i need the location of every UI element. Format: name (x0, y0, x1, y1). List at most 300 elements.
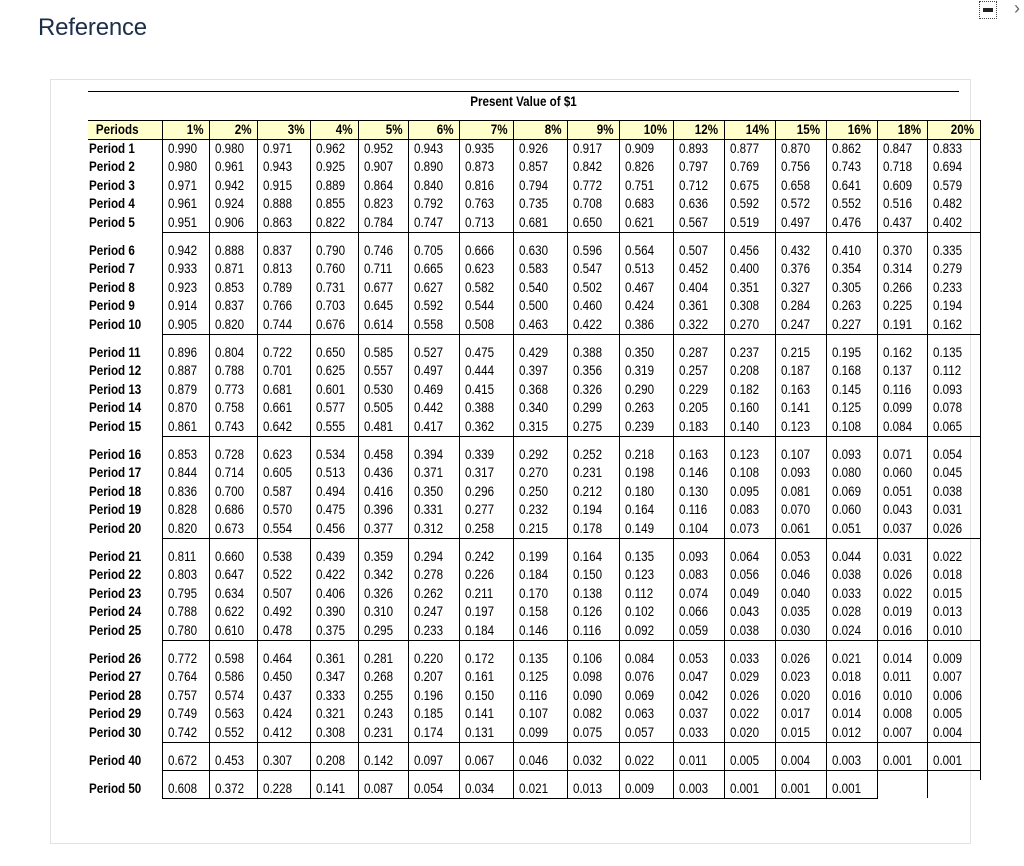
pv-cell: 0.125 (513, 668, 567, 687)
pv-cell: 0.436 (358, 464, 408, 483)
pv-cell: 0.065 (927, 418, 980, 437)
period-label: Period 28 (89, 687, 142, 703)
pv-cell: 0.032 (567, 752, 619, 771)
pv-cell: 0.001 (927, 752, 980, 771)
pv-cell: 0.803 (162, 566, 209, 585)
pv-cell: 0.130 (673, 483, 724, 502)
pv-cell: 0.194 (567, 501, 619, 520)
pv-cell: 0.390 (310, 603, 358, 622)
pv-cell: 0.813 (257, 260, 310, 279)
pv-cell: 0.075 (567, 724, 619, 743)
pv-cell: 0.844 (162, 464, 209, 483)
pv-cell: 0.572 (775, 195, 826, 214)
pv-cell: 0.926 (513, 140, 567, 159)
pv-cell: 0.896 (162, 344, 209, 363)
pv-cell: 0.108 (826, 418, 877, 437)
pv-cell: 0.475 (310, 501, 358, 520)
pv-cell: 0.641 (826, 177, 877, 196)
rate-column-header: 4% (310, 121, 358, 140)
pv-cell: 0.026 (927, 520, 980, 539)
minus-icon (983, 8, 993, 12)
pv-cell: 0.001 (877, 752, 927, 771)
pv-cell: 0.388 (567, 344, 619, 363)
pv-cell: 0.609 (877, 177, 927, 196)
table-row (88, 668, 980, 687)
pv-cell: 0.354 (826, 260, 877, 279)
rate-column-header: 5% (358, 121, 408, 140)
pv-cell: 0.326 (358, 585, 408, 604)
pv-cell: 0.049 (724, 585, 775, 604)
pv-cell: 0.287 (673, 344, 724, 363)
pv-cell: 0.051 (826, 520, 877, 539)
pv-cell: 0.683 (619, 195, 673, 214)
pv-cell: 0.233 (927, 279, 980, 298)
pv-cell: 0.362 (459, 418, 513, 437)
group-spacer (88, 538, 980, 548)
pv-cell: 0.160 (724, 399, 775, 418)
pv-cell: 0.024 (826, 622, 877, 641)
pv-cell: 0.743 (209, 418, 257, 437)
pv-cell: 0.370 (877, 242, 927, 261)
pv-cell: 0.351 (724, 279, 775, 298)
pv-cell: 0.820 (162, 520, 209, 539)
pv-cell: 0.402 (927, 214, 980, 233)
pv-cell: 0.422 (310, 566, 358, 585)
pv-cell: 0.278 (408, 566, 459, 585)
pv-cell: 0.361 (673, 297, 724, 316)
pv-cell: 0.180 (619, 483, 673, 502)
pv-cell: 0.792 (408, 195, 459, 214)
table-row (88, 585, 980, 604)
pv-cell: 0.742 (162, 724, 209, 743)
pv-cell: 0.312 (408, 520, 459, 539)
pv-cell: 0.476 (826, 214, 877, 233)
pv-cell: 0.084 (619, 650, 673, 669)
pv-cell: 0.182 (724, 381, 775, 400)
pv-cell: 0.185 (408, 705, 459, 724)
rate-column-header: 3% (257, 121, 310, 140)
pv-cell: 0.071 (877, 446, 927, 465)
pv-cell: 0.051 (877, 483, 927, 502)
pv-cell: 0.023 (775, 668, 826, 687)
pv-cell: 0.069 (826, 483, 877, 502)
table-row (88, 446, 980, 465)
pv-cell: 0.711 (358, 260, 408, 279)
pv-cell: 0.417 (408, 418, 459, 437)
pv-cell: 0.158 (513, 603, 567, 622)
pv-cell: 0.757 (162, 687, 209, 706)
pv-cell: 0.676 (310, 316, 358, 335)
pv-cell: 0.018 (927, 566, 980, 585)
pv-cell: 0.675 (724, 177, 775, 196)
pv-cell: 0.463 (513, 316, 567, 335)
pv-cell: 0.321 (310, 705, 358, 724)
table-header-row (88, 121, 980, 140)
pv-cell: 0.034 (459, 780, 513, 799)
pv-cell: 0.003 (826, 752, 877, 771)
pv-cell: 0.558 (408, 316, 459, 335)
pv-cell: 0.917 (567, 140, 619, 159)
pv-cell: 0.862 (826, 140, 877, 159)
period-label: Period 15 (89, 418, 142, 434)
pv-cell: 0.890 (408, 158, 459, 177)
table-row (88, 214, 980, 233)
pv-cell: 0.277 (459, 501, 513, 520)
pv-cell: 0.758 (209, 399, 257, 418)
pv-cell: 0.497 (775, 214, 826, 233)
pv-cell: 0.116 (513, 687, 567, 706)
table-row (88, 705, 980, 724)
pv-cell: 0.038 (927, 483, 980, 502)
period-label: Period 13 (89, 381, 142, 397)
pv-cell: 0.279 (927, 260, 980, 279)
pv-cell: 0.820 (209, 316, 257, 335)
pv-cell: 0.650 (310, 344, 358, 363)
pv-cell: 0.099 (877, 399, 927, 418)
pv-cell: 0.469 (408, 381, 459, 400)
pv-cell: 0.350 (408, 483, 459, 502)
pv-cell: 0.015 (927, 585, 980, 604)
pv-cell (927, 780, 980, 799)
pv-cell: 0.579 (927, 177, 980, 196)
pv-cell: 0.522 (257, 566, 310, 585)
pv-cell: 0.505 (358, 399, 408, 418)
pv-cell: 0.394 (408, 446, 459, 465)
pv-cell: 0.146 (673, 464, 724, 483)
table-row (88, 195, 980, 214)
pv-cell: 0.229 (673, 381, 724, 400)
pv-cell: 0.007 (927, 668, 980, 687)
pv-cell: 0.772 (162, 650, 209, 669)
pv-cell: 0.453 (209, 752, 257, 771)
pv-cell: 0.923 (162, 279, 209, 298)
pv-cell: 0.247 (408, 603, 459, 622)
pv-cell: 0.315 (513, 418, 567, 437)
pv-cell: 0.415 (459, 381, 513, 400)
period-label: Period 9 (89, 298, 135, 314)
rate-column-header: 7% (459, 121, 513, 140)
pv-cell: 0.909 (619, 140, 673, 159)
pv-cell: 0.478 (257, 622, 310, 641)
pv-cell: 0.013 (927, 603, 980, 622)
pv-cell: 0.135 (927, 344, 980, 363)
pv-cell: 0.660 (209, 548, 257, 567)
pv-cell: 0.239 (619, 418, 673, 437)
pv-cell: 0.943 (408, 140, 459, 159)
pv-cell: 0.350 (619, 344, 673, 363)
pv-cell: 0.645 (358, 297, 408, 316)
pv-cell: 0.516 (877, 195, 927, 214)
pv-cell: 0.797 (673, 158, 724, 177)
pv-cell: 0.621 (619, 214, 673, 233)
pv-cell: 0.319 (619, 362, 673, 381)
pv-cell: 0.460 (567, 297, 619, 316)
table-row (88, 464, 980, 483)
pv-cell: 0.035 (775, 603, 826, 622)
pv-cell: 0.705 (408, 242, 459, 261)
pv-cell: 0.141 (459, 705, 513, 724)
pv-cell: 0.614 (358, 316, 408, 335)
pv-cell: 0.587 (257, 483, 310, 502)
pv-cell: 0.467 (619, 279, 673, 298)
pv-cell: 0.375 (310, 622, 358, 641)
pv-cell: 0.773 (209, 381, 257, 400)
pv-cell: 0.066 (673, 603, 724, 622)
rate-column-header: 16% (826, 121, 877, 140)
pv-cell: 0.116 (567, 622, 619, 641)
pv-cell: 0.751 (619, 177, 673, 196)
table-row (88, 418, 980, 437)
pv-cell: 0.634 (209, 585, 257, 604)
pv-cell: 0.005 (927, 705, 980, 724)
pv-cell: 0.422 (567, 316, 619, 335)
pv-cell: 0.243 (358, 705, 408, 724)
pv-cell: 0.060 (877, 464, 927, 483)
pv-cell: 0.574 (209, 687, 257, 706)
pv-cell: 0.187 (775, 362, 826, 381)
pv-cell: 0.718 (877, 158, 927, 177)
pv-cell: 0.059 (673, 622, 724, 641)
pv-cell: 0.150 (459, 687, 513, 706)
pv-cell: 0.310 (358, 603, 408, 622)
pv-cell: 0.141 (310, 780, 358, 799)
pv-cell: 0.326 (567, 381, 619, 400)
table-row (88, 501, 980, 520)
pv-cell: 0.082 (567, 705, 619, 724)
pv-cell: 0.577 (310, 399, 358, 418)
pv-cell: 0.555 (310, 418, 358, 437)
rate-column-header: 15% (775, 121, 826, 140)
period-label: Period 5 (89, 214, 135, 230)
pv-cell: 0.333 (310, 687, 358, 706)
pv-cell: 0.149 (619, 520, 673, 539)
pv-cell: 0.437 (877, 214, 927, 233)
pv-cell: 0.889 (310, 177, 358, 196)
pv-cell: 0.104 (673, 520, 724, 539)
table-row (88, 520, 980, 539)
pv-cell: 0.064 (724, 548, 775, 567)
pv-cell: 0.980 (162, 158, 209, 177)
pv-cell: 0.135 (513, 650, 567, 669)
pv-cell: 0.494 (310, 483, 358, 502)
pv-cell: 0.836 (162, 483, 209, 502)
pv-cell: 0.123 (775, 418, 826, 437)
pv-cell: 0.335 (927, 242, 980, 261)
period-label: Period 24 (89, 604, 142, 620)
pv-cell: 0.763 (459, 195, 513, 214)
pv-cell: 0.437 (257, 687, 310, 706)
table-row (88, 687, 980, 706)
pv-cell: 0.888 (209, 242, 257, 261)
pv-cell: 0.681 (513, 214, 567, 233)
pv-cell: 0.744 (257, 316, 310, 335)
pv-cell: 0.870 (162, 399, 209, 418)
period-label: Period 16 (89, 446, 142, 462)
pv-cell: 0.439 (310, 548, 358, 567)
pv-cell: 0.608 (162, 780, 209, 799)
minimize-button[interactable] (979, 1, 997, 19)
pv-cell: 0.270 (724, 316, 775, 335)
pv-cell: 0.056 (724, 566, 775, 585)
pv-cell: 0.093 (673, 548, 724, 567)
pv-cell: 0.218 (619, 446, 673, 465)
pv-cell: 0.043 (877, 501, 927, 520)
pv-cell: 0.642 (257, 418, 310, 437)
pv-cell: 0.887 (162, 362, 209, 381)
pv-cell: 0.404 (673, 279, 724, 298)
pv-cell: 0.322 (673, 316, 724, 335)
pv-cell: 0.980 (209, 140, 257, 159)
pv-cell: 0.795 (162, 585, 209, 604)
table-caption: Present Value of $1 (470, 94, 577, 109)
pv-cell: 0.161 (459, 668, 513, 687)
pv-cell: 0.009 (619, 780, 673, 799)
pv-cell: 0.855 (310, 195, 358, 214)
pv-cell: 0.623 (257, 446, 310, 465)
pv-cell: 0.106 (567, 650, 619, 669)
pv-cell: 0.339 (459, 446, 513, 465)
pv-cell: 0.416 (358, 483, 408, 502)
period-label: Period 25 (89, 622, 142, 638)
pv-cell: 0.935 (459, 140, 513, 159)
pv-cell: 0.295 (358, 622, 408, 641)
pv-cell: 0.042 (673, 687, 724, 706)
pv-cell: 0.544 (459, 297, 513, 316)
pv-cell: 0.208 (310, 752, 358, 771)
pv-cell: 0.769 (724, 158, 775, 177)
table-row (88, 158, 980, 177)
period-label: Period 14 (89, 400, 142, 416)
pv-cell: 0.586 (209, 668, 257, 687)
pv-cell: 0.123 (724, 446, 775, 465)
period-label: Period 4 (89, 196, 135, 212)
period-label: Period 27 (89, 669, 142, 685)
period-label: Period 2 (89, 159, 135, 175)
pv-cell: 0.788 (162, 603, 209, 622)
pv-cell: 0.942 (209, 177, 257, 196)
pv-cell: 0.873 (459, 158, 513, 177)
table-row (88, 279, 980, 298)
pv-cell: 0.661 (257, 399, 310, 418)
pv-cell: 0.703 (310, 297, 358, 316)
rate-column-header: 8% (513, 121, 567, 140)
pv-cell: 0.263 (826, 297, 877, 316)
pv-cell: 0.108 (724, 464, 775, 483)
pv-cell: 0.424 (257, 705, 310, 724)
rate-column-header: 14% (724, 121, 775, 140)
period-label: Period 6 (89, 242, 135, 258)
pv-cell: 0.294 (408, 548, 459, 567)
period-label: Period 21 (89, 548, 142, 564)
pv-cell: 0.184 (459, 622, 513, 641)
rate-column-header: 10% (619, 121, 673, 140)
pv-cell: 0.592 (724, 195, 775, 214)
pv-cell: 0.163 (673, 446, 724, 465)
pv-cell: 0.095 (724, 483, 775, 502)
pv-cell: 0.870 (775, 140, 826, 159)
pv-cell: 0.026 (877, 566, 927, 585)
pv-cell: 0.033 (826, 585, 877, 604)
pv-cell: 0.046 (513, 752, 567, 771)
pv-cell: 0.268 (358, 668, 408, 687)
pv-cell: 0.060 (826, 501, 877, 520)
pv-cell: 0.623 (459, 260, 513, 279)
pv-cell: 0.424 (619, 297, 673, 316)
pv-cell: 0.252 (567, 446, 619, 465)
pv-cell: 0.397 (513, 362, 567, 381)
pv-cell: 0.284 (775, 297, 826, 316)
pv-cell: 0.714 (209, 464, 257, 483)
pv-cell: 0.263 (619, 399, 673, 418)
table-row (88, 140, 980, 159)
pv-cell: 0.924 (209, 195, 257, 214)
pv-cell: 0.314 (877, 260, 927, 279)
pv-cell: 0.029 (724, 668, 775, 687)
pv-cell: 0.250 (513, 483, 567, 502)
rate-column-header: 12% (673, 121, 724, 140)
pv-cell: 0.747 (408, 214, 459, 233)
pv-cell: 0.184 (513, 566, 567, 585)
pv-cell: 0.070 (775, 501, 826, 520)
pv-cell: 0.074 (673, 585, 724, 604)
pv-cell: 0.081 (775, 483, 826, 502)
pv-cell: 0.658 (775, 177, 826, 196)
pv-cell: 0.971 (257, 140, 310, 159)
pv-cell: 0.951 (162, 214, 209, 233)
table-row (88, 316, 980, 335)
pv-cell: 0.305 (826, 279, 877, 298)
pv-cell: 0.001 (826, 780, 877, 799)
period-label: Period 50 (89, 780, 142, 796)
table-row (88, 622, 980, 641)
pv-cell: 0.713 (459, 214, 513, 233)
pv-cell: 0.172 (459, 650, 513, 669)
pv-cell: 0.026 (775, 650, 826, 669)
period-label: Period 17 (89, 465, 142, 481)
table-row (88, 780, 980, 799)
pv-cell: 0.376 (775, 260, 826, 279)
pv-cell: 0.010 (877, 687, 927, 706)
pv-cell: 0.780 (162, 622, 209, 641)
pv-cell: 0.627 (408, 279, 459, 298)
pv-cell: 0.673 (209, 520, 257, 539)
pv-cell: 0.857 (513, 158, 567, 177)
pv-cell: 0.915 (257, 177, 310, 196)
chevron-right-icon[interactable]: › (1014, 0, 1020, 18)
pv-cell: 0.879 (162, 381, 209, 400)
pv-cell: 0.183 (673, 418, 724, 437)
period-label: Period 40 (89, 752, 142, 768)
pv-cell: 0.022 (724, 705, 775, 724)
table-row (88, 566, 980, 585)
pv-cell: 0.794 (513, 177, 567, 196)
pv-cell: 0.270 (513, 464, 567, 483)
pv-cell: 0.933 (162, 260, 209, 279)
pv-cell: 0.456 (724, 242, 775, 261)
pv-cell: 0.464 (257, 650, 310, 669)
pv-cell: 0.228 (257, 780, 310, 799)
pv-cell: 0.093 (927, 381, 980, 400)
pv-cell: 0.135 (619, 548, 673, 567)
pv-cell: 0.570 (257, 501, 310, 520)
pv-cell: 0.107 (513, 705, 567, 724)
pv-cell: 0.178 (567, 520, 619, 539)
pv-cell: 0.014 (826, 705, 877, 724)
period-label: Period 1 (89, 141, 135, 156)
pv-cell: 0.828 (162, 501, 209, 520)
pv-cell: 0.010 (927, 622, 980, 641)
pv-cell: 0.681 (257, 381, 310, 400)
